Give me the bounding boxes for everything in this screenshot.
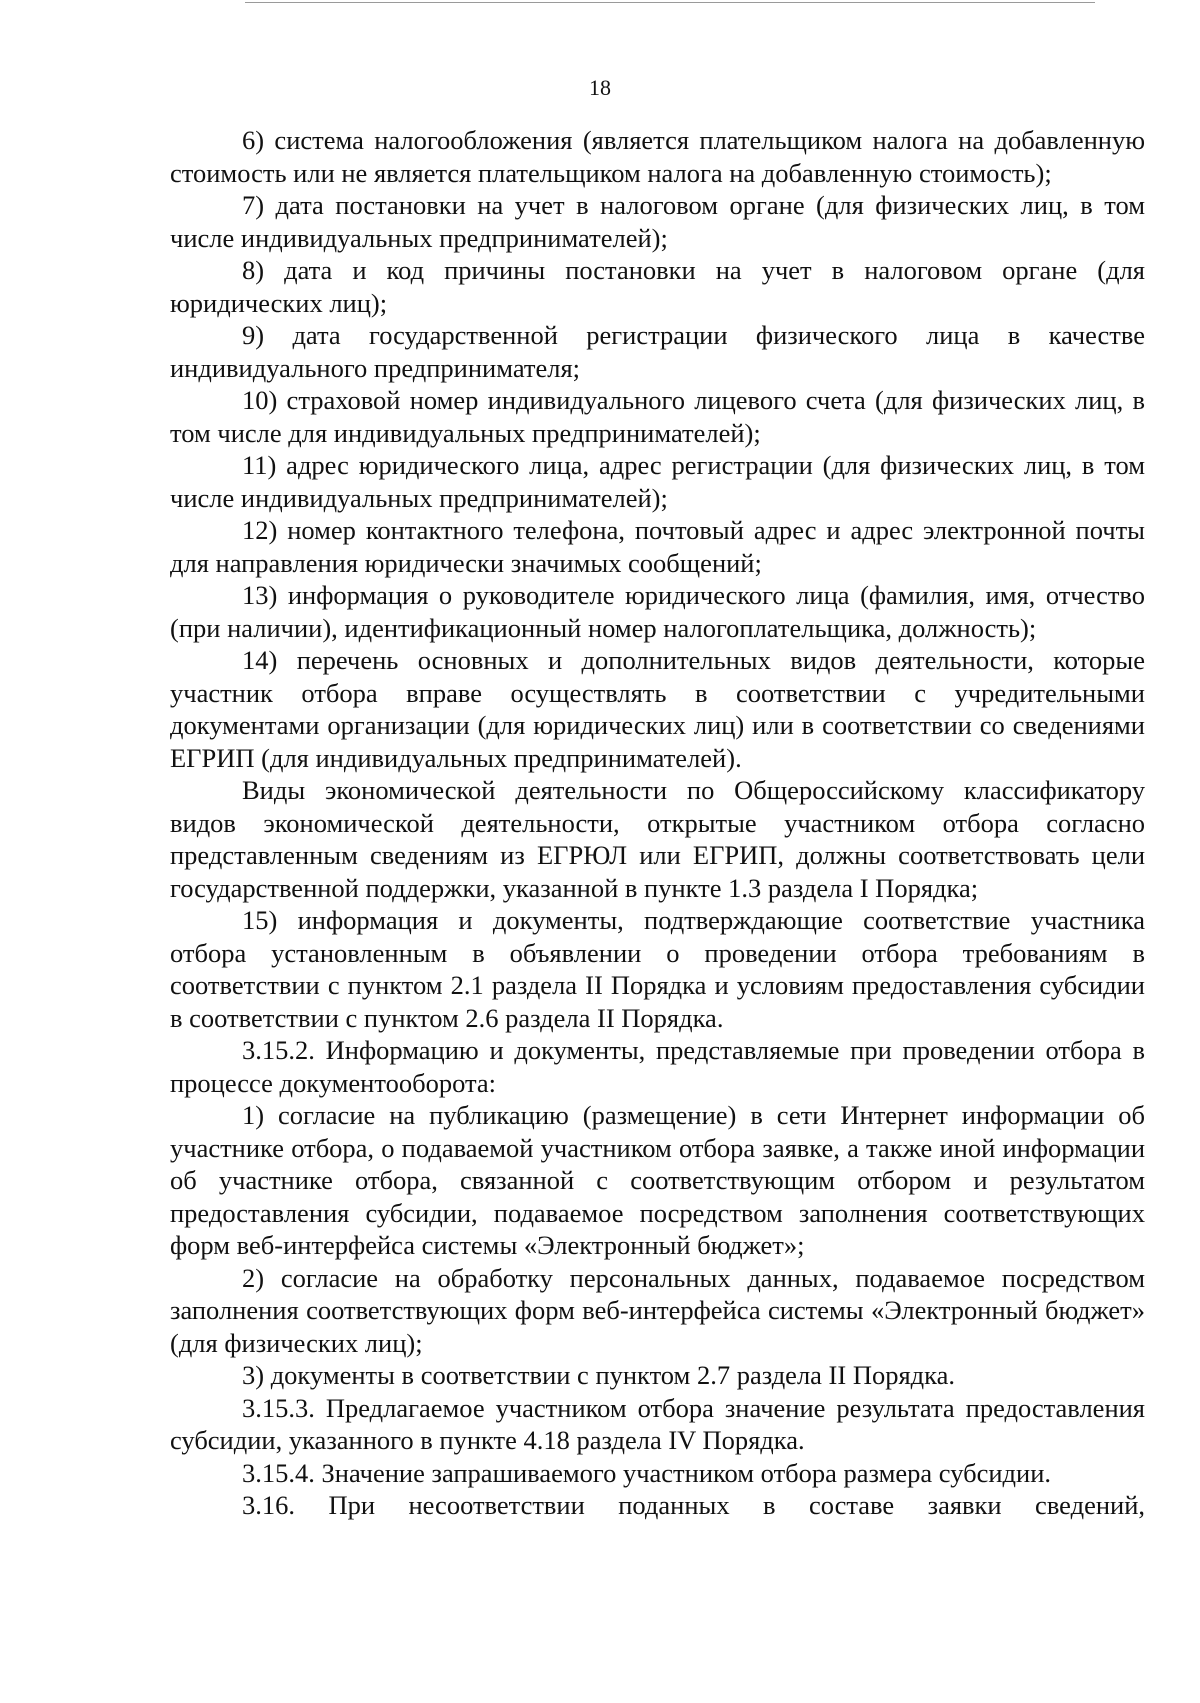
paragraph-3-15-2: 3.15.2. Информацию и документы, представляемые при проведении отбора в процессе документооборота: [170,1035,1145,1098]
paragraph-3-16: 3.16. При несоответствии поданных в составе заявки сведений, [242,1490,1145,1520]
paragraph-item-7: 7) дата постановки на учет в налоговом органе (для физических лиц, в том числе индивидуальных предпринимателей); [170,190,1145,253]
page-number: 18 [589,75,611,100]
paragraph-item-15: 15) информация и документы, подтверждающие соответствие участника отбора установленным в объявлении о проведении отбора требованиям в соответствии с пунктом 2.1 раздела II Порядка и условиям предоставления субсидии в соответствии с пунктом 2.6 раздела II Порядка. [170,905,1145,1033]
paragraph-item-8: 8) дата и код причины постановки на учет в налоговом органе (для юридических лиц); [170,255,1145,318]
paragraph-item-6: 6) система налогообложения (является плательщиком налога на добавленную стоимость или не является плательщиком налога на добавленную стоимость); [170,125,1145,188]
paragraph-item-9: 9) дата государственной регистрации физического лица в качестве индивидуального предпринимателя; [170,320,1145,383]
paragraph-documents: 3) документы в соответствии с пунктом 2.7 раздела II Порядка. [242,1360,956,1390]
paragraph-item-12: 12) номер контактного телефона, почтовый адрес и адрес электронной почты для направления юридически значимых сообщений; [170,515,1145,578]
paragraph-item-13: 13) информация о руководителе юридического лица (фамилия, имя, отчество (при наличии), идентификационный номер налогоплательщика, должность); [170,580,1145,643]
paragraph-item-10: 10) страховой номер индивидуального лицевого счета (для физических лиц, в том числе для индивидуальных предпринимателей); [170,385,1145,448]
top-scan-rule [245,2,1095,3]
paragraph-3-15-3: 3.15.3. Предлагаемое участником отбора значение результата предоставления субсидии, указанного в пункте 4.18 раздела IV Порядка. [170,1392,1145,1455]
paragraph-consent-publication: 1) согласие на публикацию (размещение) в сети Интернет информации об участнике отбора, о подаваемой участником отбора заявке, а также иной информации об участнике отбора, связанной с соответствующим отбором и результатом предоставления субсидии, подаваемое посредством заполнения соответствующих форм веб-интерфейса системы «Электронный бюджет»; [170,1100,1145,1260]
document-body [170,124,1145,1522]
paragraph-3-15-4: 3.15.4. Значение запрашиваемого участником отбора размера субсидии. [242,1457,1052,1488]
paragraph-consent-personal-data: 2) согласие на обработку персональных данных, подаваемое посредством заполнения соответствующих форм веб-интерфейса системы «Электронный бюджет» (для физических лиц); [170,1262,1145,1358]
paragraph-item-14: 14) перечень основных и дополнительных видов деятельности, которые участник отбора вправе осуществлять в соответствии с учредительными документами организации (для юридических лиц) или в соответствии со сведениями ЕГРИП (для индивидуальных предпринимателей). [170,645,1145,773]
paragraph-activity-types: Виды экономической деятельности по Общероссийскому классификатору видов экономической деятельности, открытые участником отбора согласно представленным сведениям из ЕГРЮЛ или ЕГРИП, должны соответствовать цели государственной поддержки, указанной в пункте 1.3 раздела I Порядка; [170,775,1145,903]
paragraph-item-11: 11) адрес юридического лица, адрес регистрации (для физических лиц, в том числе индивидуальных предпринимателей); [170,450,1145,513]
